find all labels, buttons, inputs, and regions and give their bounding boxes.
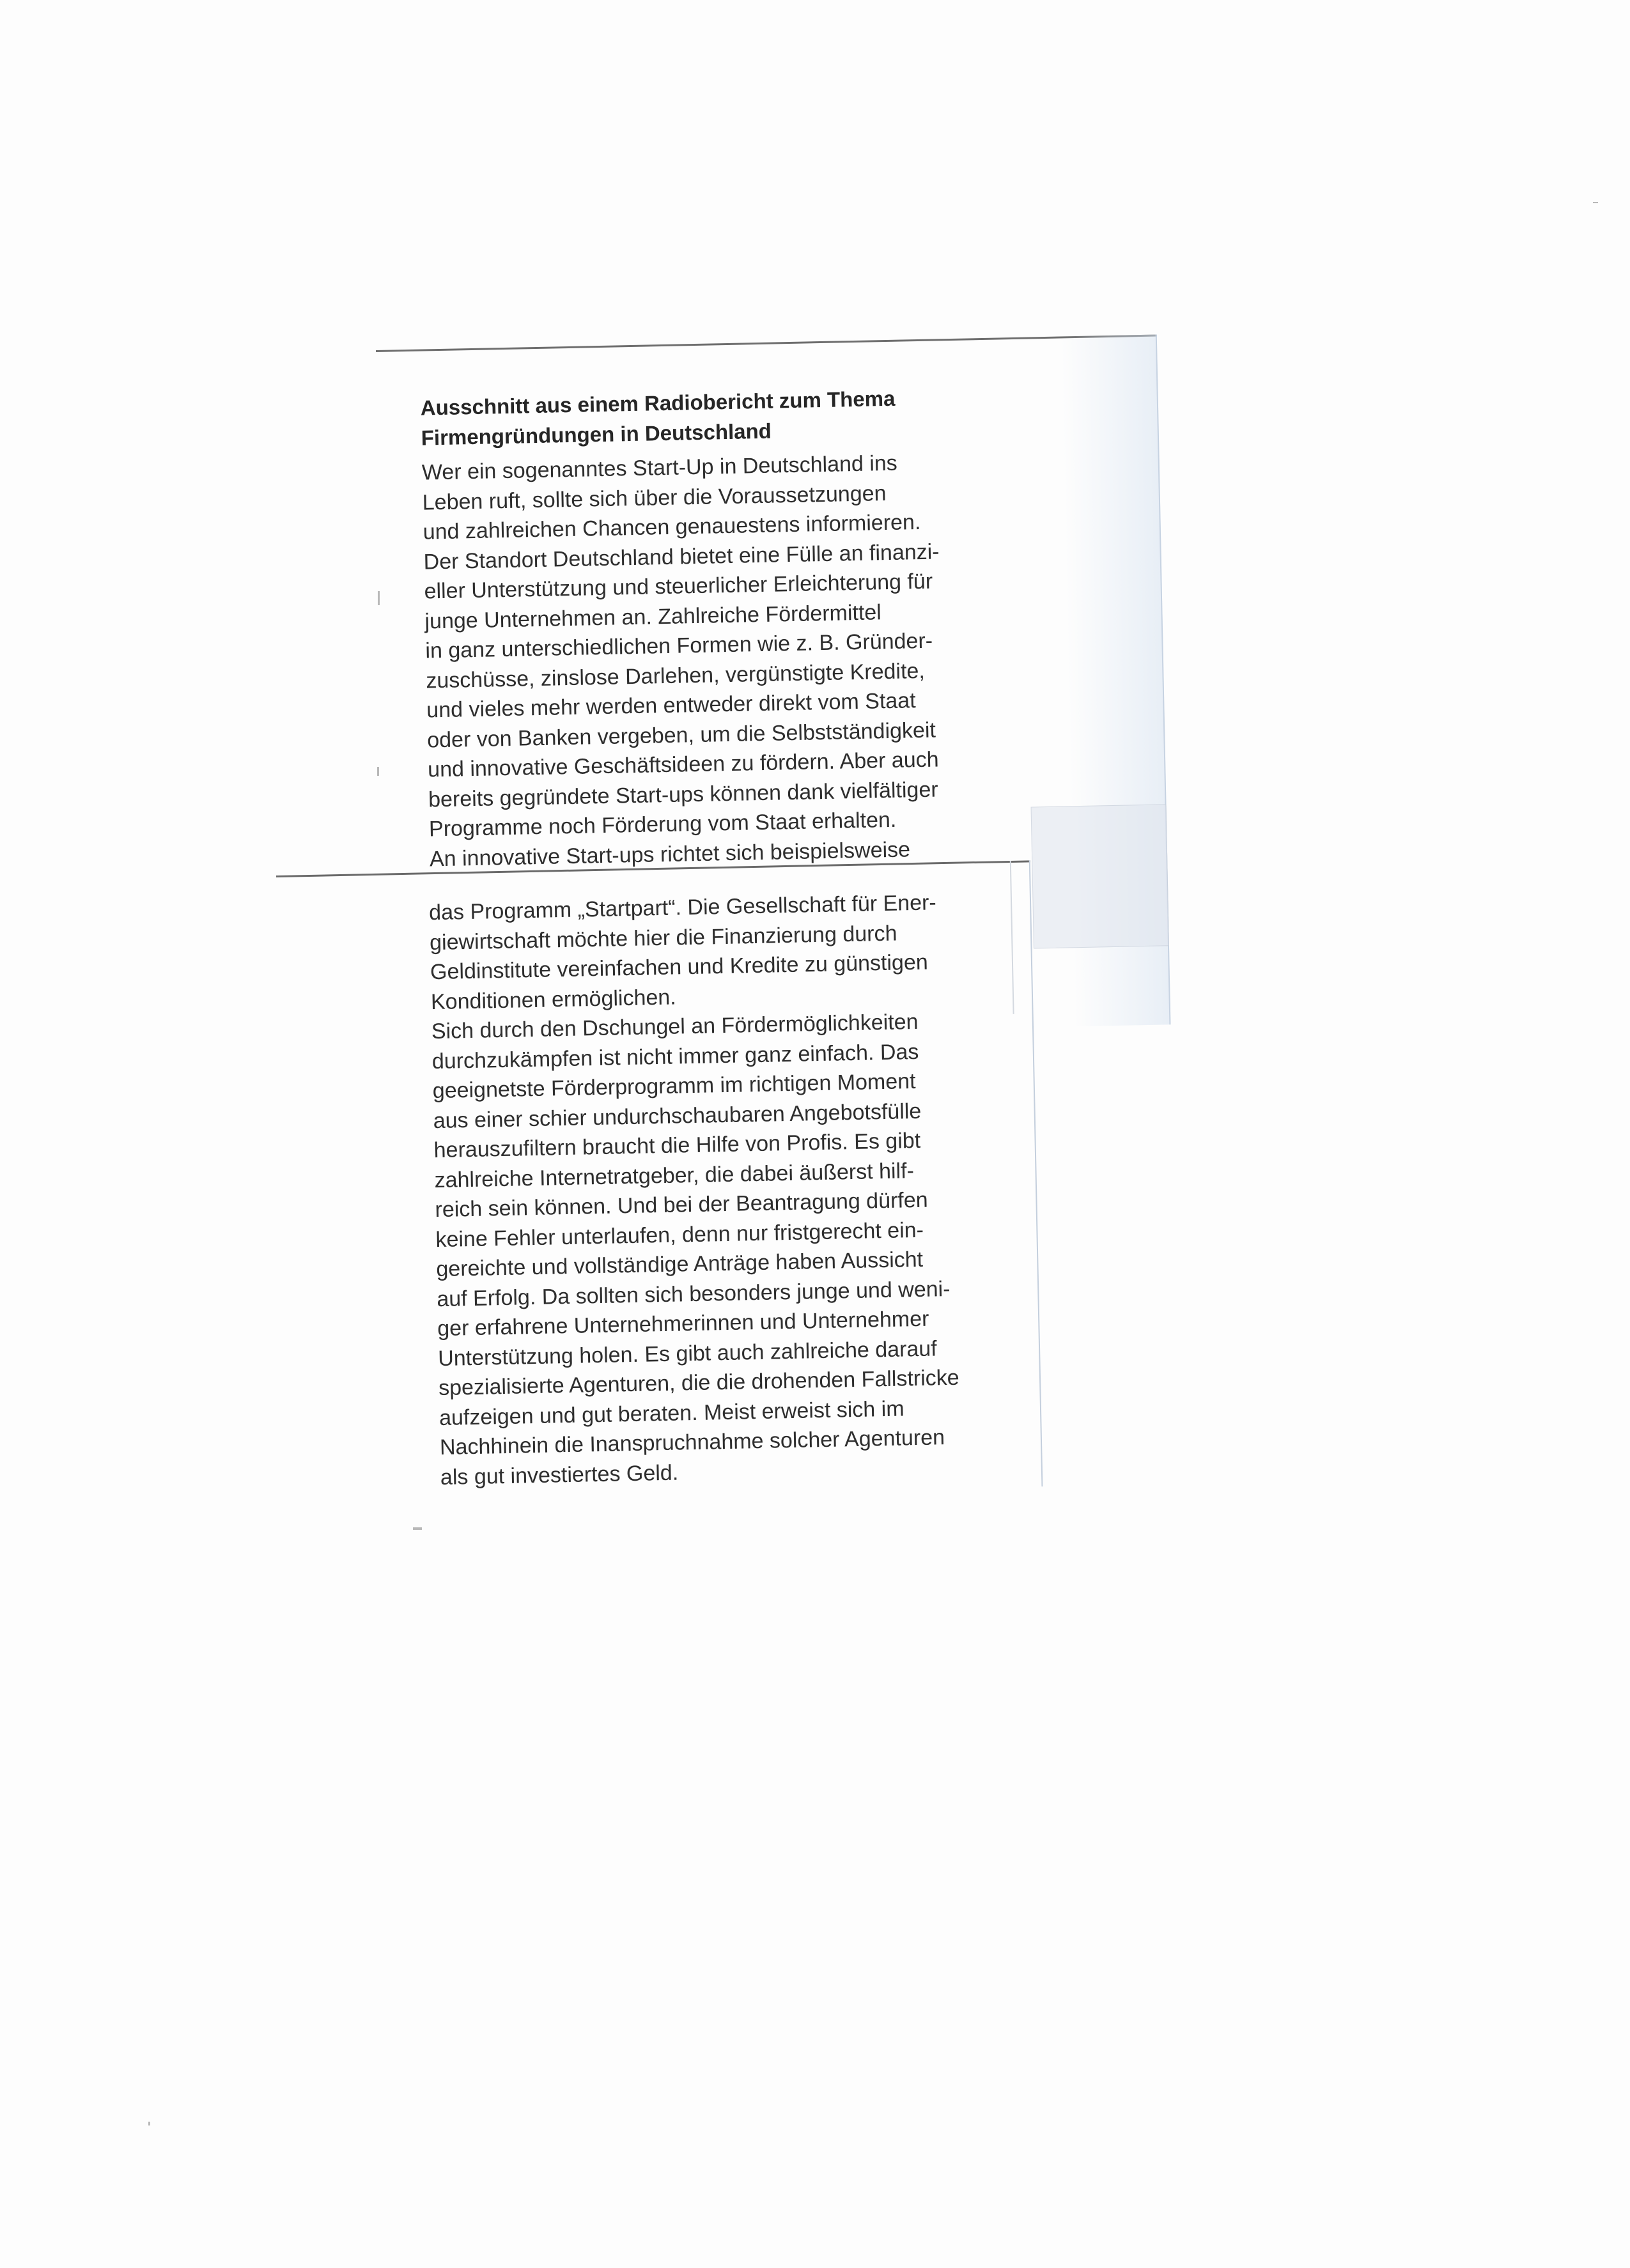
text-line: junge Unternehmen an. Zahlreiche Fördermittel (424, 599, 882, 634)
text-line: gereichte und vollständige Anträge haben Aussicht (436, 1247, 924, 1282)
article-title-line: Firmengründungen in Deutschland (421, 419, 772, 450)
scan-speck (413, 1527, 422, 1530)
scan-speck (1593, 202, 1598, 203)
scan-speck (378, 591, 380, 605)
text-line: und innovative Geschäftsideen zu fördern. Aber auch (427, 747, 939, 782)
article-title (420, 379, 1124, 453)
text-line: Konditionen ermöglichen. (430, 984, 677, 1014)
article-clipping-bottom (276, 860, 1043, 1508)
clipping-top-edge (376, 334, 1157, 352)
text-line: als gut investiertes Geld. (440, 1460, 679, 1490)
text-line: Wer ein sogenanntes Start-Up in Deutschland ins (421, 451, 898, 485)
article-title-line: Ausschnitt aus einem Radiobericht zum Thema (420, 386, 896, 420)
text-line: reich sein können. Und bei der Beantragung dürfen (435, 1187, 928, 1223)
scan-speck (377, 767, 379, 776)
text-line: zuschüsse, zinslose Darlehen, vergünstigte Kredite, (426, 658, 926, 693)
article-text-part-1 (421, 444, 1133, 874)
article-clipping-top (376, 334, 1167, 880)
text-line: in ganz unterschiedlichen Formen wie z. B. Gründer- (425, 628, 933, 663)
text-line: aus einer schier undurchschaubaren Angebotsfülle (433, 1099, 922, 1133)
article-text-part-2 (429, 886, 1016, 1492)
text-line: bereits gegründete Start-ups können dank vielfältiger (428, 776, 938, 812)
text-line: zahlreiche Internetratgeber, die dabei äußerst hilf- (434, 1158, 915, 1192)
text-line: herauszufiltern braucht die Hilfe von Profis. Es gibt (433, 1128, 921, 1163)
text-line: und vieles mehr werden entweder direkt vom Staat (426, 688, 916, 723)
text-line: Leben ruft, sollte sich über die Voraussetzungen (422, 481, 887, 515)
text-line: Nachhinein die Inanspruchnahme solcher Agenturen (439, 1425, 945, 1460)
text-line: Sich durch den Dschungel an Fördermöglichkeiten (431, 1009, 919, 1044)
text-line: ger erfahrene Unternehmerinnen und Unternehmer (437, 1306, 929, 1341)
scan-speck (148, 2122, 150, 2125)
text-line: Geldinstitute vereinfachen und Kredite zu günstigen (430, 950, 929, 985)
text-line: eller Unterstützung und steuerlicher Erleichterung für (424, 569, 933, 604)
text-line: An innovative Start-ups richtet sich beispielsweise (429, 837, 911, 871)
text-line: durchzukämpfen ist nicht immer ganz einfach. Das (431, 1039, 919, 1074)
text-line: oder von Banken vergeben, um die Selbstständigkeit (426, 718, 936, 753)
text-line: auf Erfolg. Da sollten sich besonders junge und weni- (436, 1276, 951, 1311)
text-line: Unterstützung holen. Es gibt auch zahlreiche darauf (437, 1336, 938, 1371)
text-line: geeignetste Förderprogramm im richtigen Moment (432, 1068, 916, 1104)
clipping-inner-edge (1010, 861, 1014, 1014)
text-line: Der Standort Deutschland bietet eine Fülle an finanzi- (423, 539, 940, 575)
text-line: giewirtschaft möchte hier die Finanzierung durch (429, 921, 897, 955)
text-line: aufzeigen und gut beraten. Meist erweist sich im (439, 1396, 904, 1430)
text-line: keine Fehler unterlaufen, denn nur fristgerecht ein- (435, 1217, 924, 1252)
text-line: das Programm „Startpart“. Die Gesellschaft für Ener- (428, 890, 937, 925)
text-line: Programme noch Förderung vom Staat erhalten. (428, 807, 897, 842)
text-line: spezialisierte Agenturen, die die drohenden Fallstricke (438, 1365, 959, 1401)
clipping-right-edge (1029, 860, 1043, 1486)
text-line: und zahlreichen Chancen genauestens informieren. (423, 509, 921, 544)
